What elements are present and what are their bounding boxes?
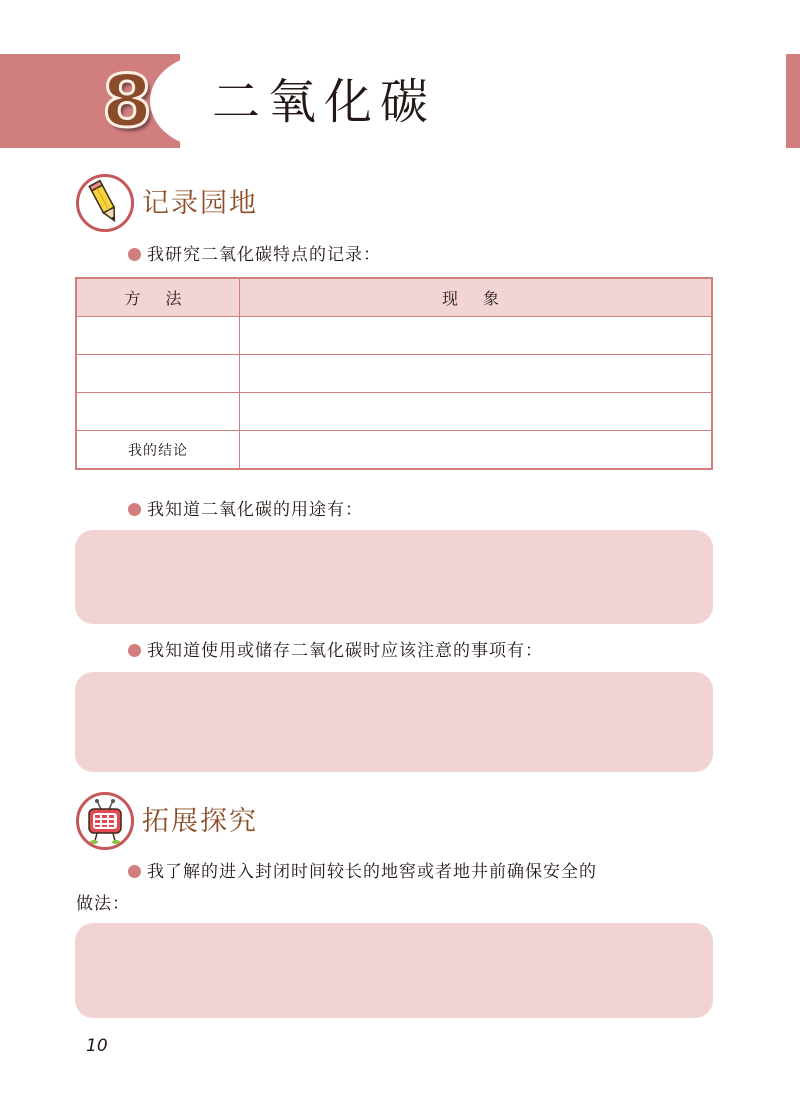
table-row	[76, 317, 712, 355]
bullet-dot	[128, 503, 141, 516]
uses-prompt-text: 我知道二氧化碳的用途有：	[147, 500, 363, 520]
section-heading-extend: 拓展探究	[142, 806, 258, 837]
chapter-number: 8	[101, 59, 153, 143]
method-cell[interactable]	[76, 317, 240, 355]
record-table	[75, 277, 713, 470]
table-row	[76, 355, 712, 393]
safety-prompt	[128, 639, 543, 663]
chapter-title: 二氧化碳	[212, 74, 437, 130]
bullet-dot	[128, 865, 141, 878]
uses-prompt	[128, 498, 363, 522]
column-header-phenomenon: 现 象	[240, 278, 713, 317]
safety-answer-box[interactable]	[75, 672, 713, 772]
table-row	[76, 393, 712, 431]
method-cell[interactable]	[76, 393, 240, 431]
uses-answer-box[interactable]	[75, 530, 713, 624]
page-edge-tab	[786, 54, 800, 148]
conclusion-label: 我的结论	[76, 431, 240, 470]
conclusion-cell[interactable]	[240, 431, 713, 470]
bullet-dot	[128, 644, 141, 657]
safety-prompt-text: 我知道使用或储存二氧化碳时应该注意的事项有：	[147, 641, 543, 661]
pencil-icon	[76, 174, 134, 232]
page-number: 10	[86, 1036, 108, 1056]
extend-answer-box[interactable]	[75, 923, 713, 1018]
robot-icon	[76, 792, 134, 850]
conclusion-row	[76, 431, 712, 470]
phenomenon-cell[interactable]	[240, 355, 713, 393]
extend-prompt-line2: 做法：	[76, 894, 130, 914]
record-prompt-text: 我研究二氧化碳特点的记录：	[147, 245, 381, 265]
section-heading-record: 记录园地	[142, 188, 258, 219]
phenomenon-cell[interactable]	[240, 393, 713, 431]
record-prompt	[128, 243, 381, 267]
phenomenon-cell[interactable]	[240, 317, 713, 355]
extend-prompt-text-line1: 我了解的进入封闭时间较长的地窖或者地井前确保安全的	[147, 862, 597, 882]
extend-prompt	[128, 860, 597, 884]
column-header-method: 方 法	[76, 278, 240, 317]
bullet-dot	[128, 248, 141, 261]
method-cell[interactable]	[76, 355, 240, 393]
